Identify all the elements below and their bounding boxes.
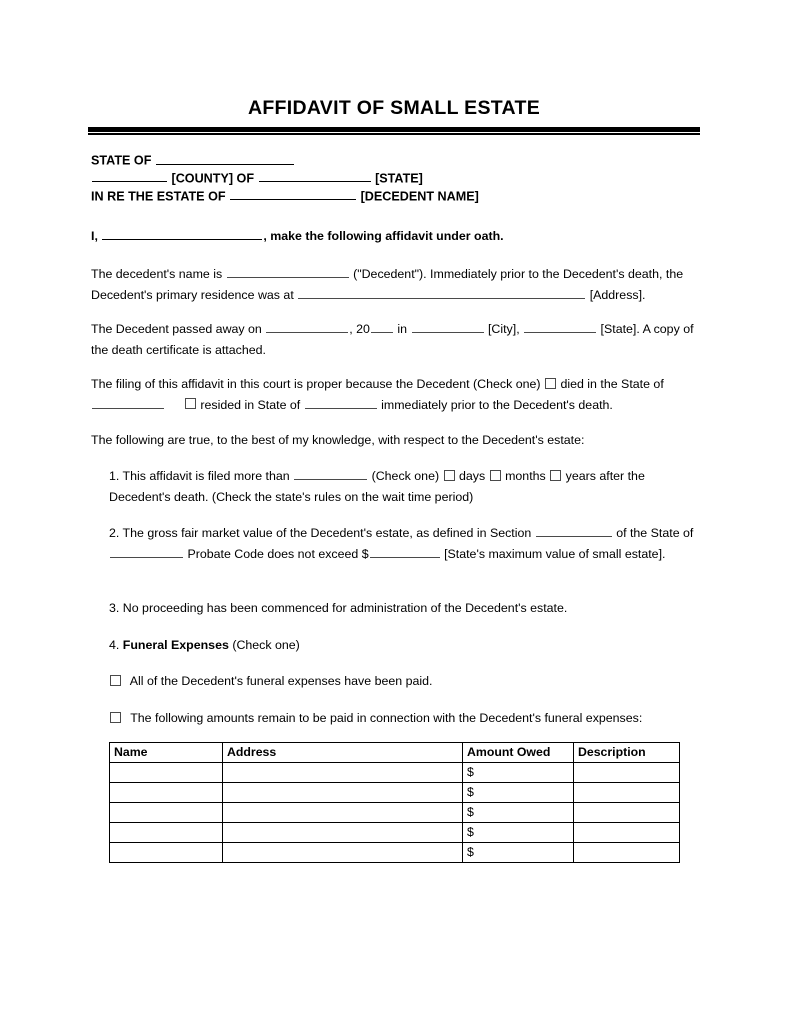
caption-decedent-tag: [DECEDENT NAME]	[360, 189, 479, 204]
column-header-amount-owed: Amount Owed	[463, 743, 574, 763]
venue-text-2: died in the State of	[560, 377, 664, 391]
venue-text-4: immediately prior to the Decedent's death.	[381, 397, 613, 412]
death-year-blank[interactable]	[371, 321, 393, 333]
option-expenses-unpaid-label: The following amounts remain to be paid in connection with the Decedent's funeral expenses:	[130, 711, 643, 725]
column-header-description: Description	[574, 743, 680, 763]
cell-name[interactable]	[110, 783, 223, 803]
checkbox-expenses-paid[interactable]	[110, 675, 121, 686]
checkbox-resided-in-state[interactable]	[185, 398, 196, 409]
cell-name[interactable]	[110, 823, 223, 843]
cell-description[interactable]	[574, 823, 680, 843]
option-expenses-unpaid	[109, 708, 703, 729]
intro-line	[91, 226, 703, 247]
item4-heading: Funeral Expenses	[122, 638, 229, 652]
cell-address[interactable]	[223, 783, 463, 803]
table-row	[110, 803, 680, 823]
item2-section-blank[interactable]	[536, 525, 612, 537]
item1-wait-blank[interactable]	[294, 468, 367, 480]
death-city-blank[interactable]	[412, 321, 484, 333]
caption-line-estate	[91, 188, 706, 206]
intro-suffix: , make the following affidavit under oath.	[263, 229, 504, 243]
death-text-3: in	[397, 322, 408, 336]
venue-resided-state-blank[interactable]	[305, 396, 377, 408]
death-text-1: The Decedent passed away on	[91, 322, 262, 336]
cell-amount-owed[interactable]: $	[463, 843, 574, 863]
table-row	[110, 763, 680, 783]
decedent-address-tag: [Address].	[589, 287, 646, 302]
title-double-rule	[88, 127, 700, 136]
decedent-residence-text: the Decedent's primary residence was at	[91, 267, 684, 302]
table-row	[110, 843, 680, 863]
table-row	[110, 783, 680, 803]
column-header-address: Address	[223, 743, 463, 763]
cell-name[interactable]	[110, 843, 223, 863]
caption-state-blank[interactable]	[156, 152, 294, 165]
caption-county-blank[interactable]	[92, 170, 167, 183]
item2-text-1: 2. The gross fair market value of the Decedent's estate, as defined in Section	[109, 526, 532, 540]
item2-max-value-blank[interactable]	[370, 545, 440, 557]
caption-state-tag: [STATE]	[375, 171, 423, 186]
item1-option-years: years after the	[565, 469, 645, 483]
item2-state-blank[interactable]	[110, 545, 183, 557]
checkbox-years[interactable]	[550, 470, 561, 481]
list-item-3	[109, 598, 703, 619]
funeral-expenses-table	[109, 742, 680, 863]
paragraph-death	[91, 319, 703, 360]
item1-check-one: (Check one)	[371, 469, 440, 483]
cell-description[interactable]	[574, 783, 680, 803]
item2-text-6: estate].	[624, 546, 666, 561]
venue-text-3: resided in State of	[200, 397, 301, 412]
decedent-name-text-1: The decedent's name is	[91, 267, 223, 281]
death-state-tag: [State]. A copy	[600, 322, 680, 336]
cell-amount-owed[interactable]: $	[463, 763, 574, 783]
list-item-4	[109, 635, 703, 656]
death-city-tag: [City],	[487, 322, 520, 336]
table-row	[110, 823, 680, 843]
checkbox-months[interactable]	[490, 470, 501, 481]
cell-address[interactable]	[223, 823, 463, 843]
cell-amount-owed[interactable]: $	[463, 803, 574, 823]
caption-line-county	[91, 170, 706, 188]
decedent-name-text-2: ("Decedent"). Immediately prior to the Decedent's death,	[353, 267, 663, 281]
table-header-row	[110, 743, 680, 763]
death-text-4: of the death certificate is attached.	[91, 322, 694, 357]
caption-line-state	[91, 152, 706, 170]
caption-county-state-blank[interactable]	[259, 170, 371, 183]
option-expenses-paid	[109, 671, 703, 692]
caption-estate-blank[interactable]	[230, 188, 356, 201]
paragraph-decedent-name	[91, 264, 703, 305]
option-expenses-paid-label: All of the Decedent's funeral expenses have been paid.	[129, 674, 433, 688]
checkbox-expenses-unpaid[interactable]	[110, 712, 121, 723]
column-header-name: Name	[110, 743, 223, 763]
venue-text-1: The filing of this affidavit in this court is proper because the Decedent (Check one)	[91, 377, 541, 391]
cell-address[interactable]	[223, 803, 463, 823]
item4-instruction: (Check one)	[232, 638, 300, 652]
intro-prefix: I,	[91, 229, 98, 243]
paragraph-venue	[91, 374, 703, 415]
venue-died-state-blank[interactable]	[92, 396, 164, 408]
item2-text-3: State of	[650, 526, 694, 540]
list-item-2	[109, 523, 703, 564]
cell-name[interactable]	[110, 803, 223, 823]
cell-description[interactable]	[574, 843, 680, 863]
item1-text-2: Decedent's death. (Check the state's rules on the wait time period)	[109, 489, 474, 504]
death-text-2: , 20	[349, 322, 370, 336]
decedent-name-blank[interactable]	[227, 266, 349, 278]
cell-amount-owed[interactable]: $	[463, 783, 574, 803]
decedent-address-blank[interactable]	[298, 286, 585, 298]
item2-text-4: Probate Code does not exceed $	[187, 546, 369, 561]
cell-description[interactable]	[574, 803, 680, 823]
item4-number: 4.	[109, 638, 120, 652]
death-date-blank[interactable]	[266, 321, 348, 333]
list-item-1	[109, 466, 703, 507]
caption-block	[91, 152, 706, 205]
caption-county-label: [COUNTY] OF	[171, 171, 255, 186]
cell-name[interactable]	[110, 763, 223, 783]
page-title: AFFIDAVIT OF SMALL ESTATE	[247, 97, 541, 119]
item2-text-5: [State's maximum value of small	[444, 546, 622, 561]
item1-text-1: 1. This affidavit is filed more than	[109, 469, 290, 483]
caption-estate-label: IN RE THE ESTATE OF	[91, 189, 226, 204]
checkbox-died-in-state[interactable]	[545, 378, 556, 389]
cell-description[interactable]	[574, 763, 680, 783]
checkbox-days[interactable]	[444, 470, 455, 481]
rule-thin-bar	[88, 133, 700, 135]
item3-text: 3. No proceeding has been commenced for administration of the Decedent's estate.	[109, 601, 568, 615]
caption-state-label: STATE OF	[91, 153, 152, 168]
item2-text-2: of the	[616, 526, 648, 540]
cell-address[interactable]	[223, 763, 463, 783]
item1-option-days: days	[459, 469, 486, 483]
death-state-blank[interactable]	[524, 321, 596, 333]
paragraph-truth	[91, 430, 703, 451]
cell-amount-owed[interactable]: $	[463, 823, 574, 843]
cell-address[interactable]	[223, 843, 463, 863]
intro-affiant-blank[interactable]	[102, 228, 262, 240]
truth-text: The following are true, to the best of my knowledge, with respect to the Decedent's estate:	[91, 433, 585, 447]
item1-option-months: months	[505, 469, 546, 483]
